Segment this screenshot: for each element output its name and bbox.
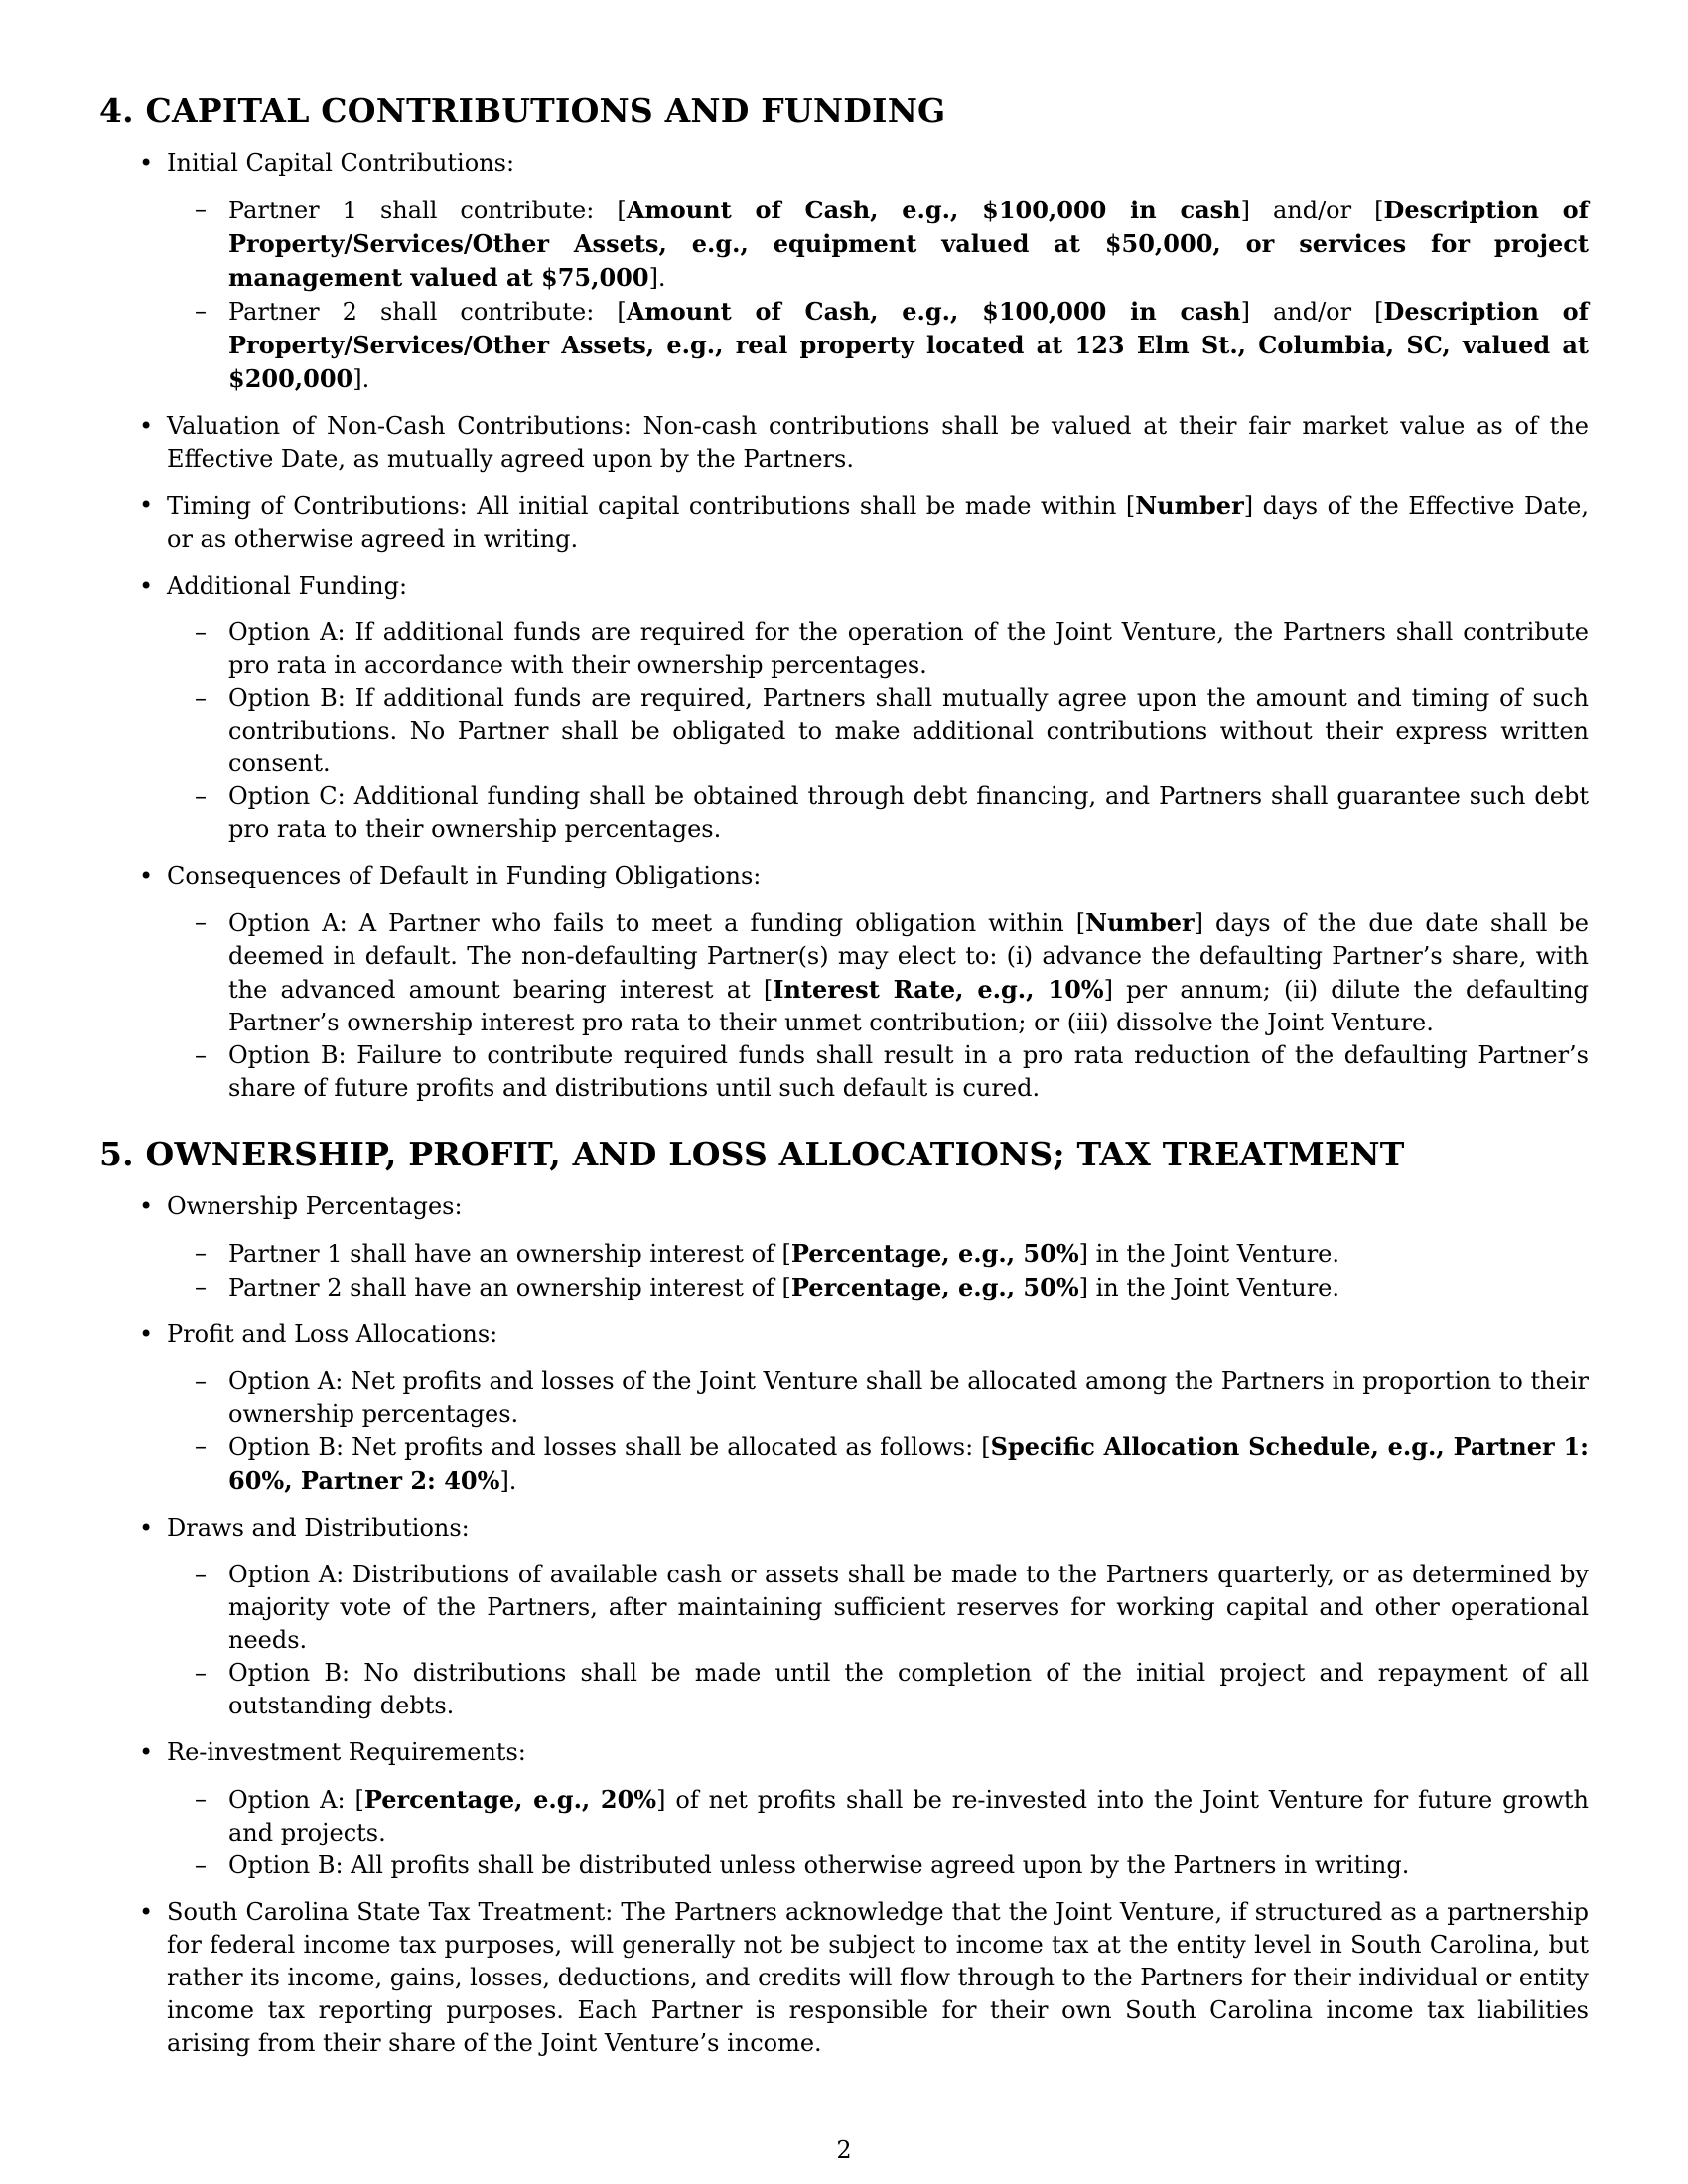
list-item: – Option B: Net profits and losses shall be allocated as follows: [Specific Allocation Schedule, e.g., Partner 1: 60%, Partner 2: 40%]. [195,1433,1589,1495]
list-item: • Additional Funding: – Option A: If additional funds are required for the operation of the Joint Venture, the Partners shall contribute pro rata in accordance with their ownership percentages. – Option B: If additional funds are required, Partners shall mutually agree upon the amount and timing of such contributions. No Partner shall be obligated to make additional contributions without their express written consent. – Option C: Additional funding shall be obtained through debt financing, and Partners shall guarantee such debt pro rata to their ownership percentages. [99,570,1589,846]
bullet-icon: • [139,572,154,600]
dash-icon: – [195,1041,207,1069]
dash-icon: – [195,908,207,936]
list-item: – Partner 1 shall have an ownership interest of [Percentage, e.g., 50%] in the Joint Venture. [195,1239,1339,1268]
dash-icon: – [195,1785,207,1813]
list-item: • Re-investment Requirements: – Option A: [Percentage, e.g., 20%] of net profits shall be re-invested into the Joint Venture for future growth and projects. – Option B: All profits shall be distributed unless otherwise agreed upon by the Partners in writing. [99,1736,1589,1882]
page-number: 2 [836,2136,852,2164]
section-5-list [99,1190,1589,2060]
list-item: – Option B: All profits shall be distributed unless otherwise agreed upon by the Partners in writing. [167,1849,1589,1882]
list-item: • Initial Capital Contributions: – Partner 1 shall contribute: [Amount of Cash, e.g., $100,000 in cash] and/or [Description of Property/Services/Other Assets, e.g., equipment valued at $50,000, or services for project management valued at $75,000]. – Partner 2 shall contribute: [Amount of Cash, e.g., $100,000 in cash] and/or [Description of Property/Services/Other Assets, e.g., real property located at 123 Elm St., Columbia, SC, valued at $200,000]. [99,147,1589,396]
list-item: – Partner 1 shall contribute: [Amount of Cash, e.g., $100,000 in cash] and/or [Description of Property/Services/Other Assets, e.g., equipment valued at $50,000, or services for project management valued at $75,000]. [195,196,1589,292]
section-5-heading: 5. OWNERSHIP, PROFIT, AND LOSS ALLOCATIONS; TAX TREATMENT [99,1135,1405,1173]
bullet-icon: • [139,1514,154,1542]
list-item: – Option A: Distributions of available cash or assets shall be made to the Partners quarterly, or as determined by majority vote of the Partners, after maintaining sufficient reserves for working capital and other operational needs. [195,1561,1589,1654]
list-item: • Consequences of Default in Funding Obligations: – Option A: A Partner who fails to meet a funding obligation within [Number] days of the due date shall be deemed in default. The non-defaulting Partner(s) may elect to: (i) advance the defaulting Partner’s share, with the advanced amount bearing interest at [Interest Rate, e.g., 10%] per annum; (ii) dilute the defaulting Partner’s ownership interest pro rata to their unmet contribution; or (iii) dissolve the Joint Venture. – Option B: Failure to contribute required funds shall result in a pro rata reduction of the defaulting Partner’s share of future profits and distributions until such default is cured. [99,860,1589,1105]
dash-icon: – [195,1433,207,1460]
list-item: – Option B: If additional funds are required, Partners shall mutually agree upon the amount and timing of such contributions. No Partner shall be obligated to make additional contributions without their express written consent. [195,684,1589,777]
dash-icon: – [195,1367,207,1395]
list-item: • Valuation of Non-Cash Contributions: Non-cash contributions shall be valued at their fair market value as of the Effective Date, as mutually agreed upon by the Partners. [139,412,1589,473]
dash-icon: – [195,297,207,325]
list-item: – Option A: Net profits and losses of the Joint Venture shall be allocated among the Partners in proportion to their ownership percentages. [195,1367,1589,1428]
dash-icon: – [195,196,207,223]
dash-icon: – [195,782,207,810]
section-4-heading: 4. CAPITAL CONTRIBUTIONS AND FUNDING [99,91,946,130]
bullet-icon: • [139,1738,154,1766]
list-item: • Ownership Percentages: – Partner 1 shall have an ownership interest of [Percentage, e.g., 50%] in the Joint Venture. – Partner 2 shall have an ownership interest of [Percentage, e.g., 50%] in the Joint Venture. [99,1190,1589,1304]
list-item: – Option A: If additional funds are required for the operation of the Joint Venture, the Partners shall contribute pro rata in accordance with their ownership percentages. [195,618,1589,679]
list-item: – Partner 2 shall contribute: [Amount of Cash, e.g., $100,000 in cash] and/or [Description of Property/Services/Other Assets, e.g., real property located at 123 Elm St., Columbia, SC, valued at $200,000]. [195,297,1589,393]
list-item: • Draws and Distributions: – Option A: Distributions of available cash or assets shall be made to the Partners quarterly, or as determined by majority vote of the Partners, after maintaining sufficient reserves for working capital and other operational needs. – Option B: No distributions shall be made until the completion of the initial project and repayment of all outstanding debts. [99,1512,1589,1722]
bullet-icon: • [139,491,154,519]
bullet-icon: • [139,412,154,440]
list-item: • South Carolina State Tax Treatment: The Partners acknowledge that the Joint Venture, if structured as a partnership for federal income tax purposes, will generally not be subject to income tax at the entity level in South Carolina, but rather its income, gains, losses, deductions, and credits will flow through to the Partners for their individual or entity income tax reporting purposes. Each Partner is responsible for their own South Carolina income tax liabilities arising from their share of the Joint Venture’s income. [139,1898,1589,2057]
dash-icon: – [195,1659,207,1687]
bullet-icon: • [139,1898,154,1926]
list-item: – Option A: [Percentage, e.g., 20%] of net profits shall be re-invested into the Joint Venture for future growth and projects. [195,1785,1589,1846]
dash-icon: – [195,1273,207,1300]
dash-icon: – [195,1239,207,1267]
list-item: – Option B: No distributions shall be made until the completion of the initial project and repayment of all outstanding debts. [195,1659,1589,1719]
list-item: • Profit and Loss Allocations: – Option A: Net profits and losses of the Joint Venture shall be allocated among the Partners in proportion to their ownership percentages. – Option B: Net profits and losses shall be allocated as follows: [Specific Allocation Schedule, e.g., Partner 1: 60%, Partner 2: 40%]. [99,1318,1589,1498]
bullet-icon: • [139,862,154,889]
bullet-icon: • [139,1320,154,1348]
document-page [99,89,1589,2074]
list-item: – Partner 2 shall have an ownership interest of [Percentage, e.g., 50%] in the Joint Venture. [195,1273,1339,1301]
list-item: – Option B: Failure to contribute required funds shall result in a pro rata reduction of the defaulting Partner’s share of future profits and distributions until such default is cured. [195,1041,1589,1102]
bullet-icon: • [139,1192,154,1220]
section-4-list [99,147,1589,1105]
dash-icon: – [195,684,207,712]
list-item: • Timing of Contributions: All initial capital contributions shall be made within [Number] days of the Effective Date, or as otherwise agreed in writing. [139,491,1589,553]
list-item: – Option A: A Partner who fails to meet a funding obligation within [Number] days of the due date shall be deemed in default. The non-defaulting Partner(s) may elect to: (i) advance the defaulting Partner’s share, with the advanced amount bearing interest at [Interest Rate, e.g., 10%] per annum; (ii) dilute the defaulting Partner’s ownership interest pro rata to their unmet contribution; or (iii) dissolve the Joint Venture. [195,908,1590,1036]
dash-icon: – [195,1561,207,1588]
dash-icon: – [195,1851,207,1879]
dash-icon: – [195,618,207,646]
list-item: – Option C: Additional funding shall be obtained through debt financing, and Partners shall guarantee such debt pro rata to their ownership percentages. [195,782,1589,843]
bullet-icon: • [139,149,154,177]
